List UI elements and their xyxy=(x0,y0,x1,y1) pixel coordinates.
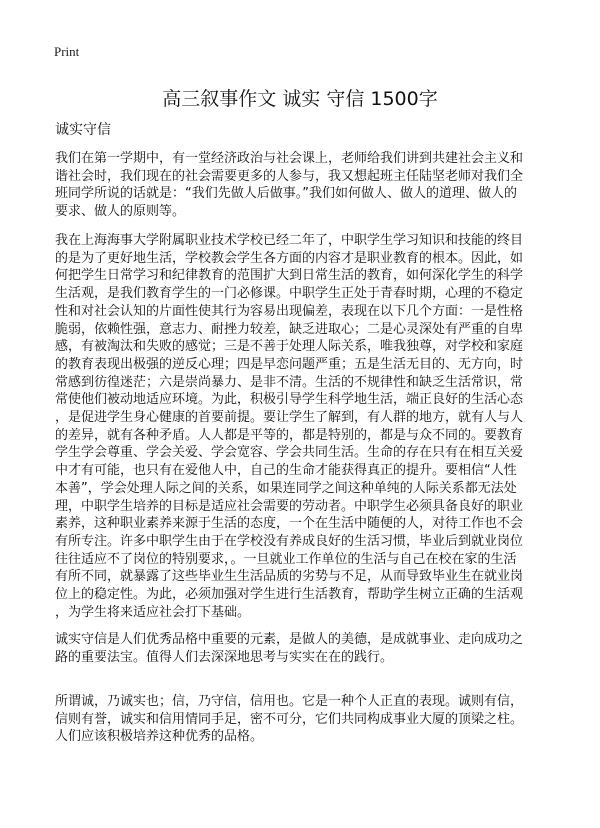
paragraph-line: 常感到彷徨迷茫；六是崇尚暴力、是非不清。生活的不规律性和缺乏生活常识，常 xyxy=(55,374,524,390)
paragraph-3 xyxy=(55,631,555,666)
paragraph-line: 位上的稳定性。为此，必须加强对学生进行生活教育，帮助学生树立正确的生活观 xyxy=(55,587,524,603)
paragraph-line: 本善”，学会处理人际之间的关系，如果连同学之间这种单纯的人际关系都无法处 xyxy=(55,480,517,496)
paragraph-line: 路的重要法宝。值得人们去深深地思考与实实在在的践行。 xyxy=(55,649,394,665)
paragraph-line: 人们应该积极培养这种优秀的品格。 xyxy=(55,729,264,745)
paragraph-line: 的是为了更好地生活，学校教会学生各方面的内容才是职业教育的根本。因此，如 xyxy=(55,250,524,266)
paragraph-line: 往往适应不了岗位的特别要求，。一旦就业工作单位的生活与自己在校在家的生活 xyxy=(55,551,517,567)
paragraph-line: 要求、做人的原则等。 xyxy=(55,204,186,220)
paragraph-line: 常使他们被动地适应环境。为此，积极引导学生科学地生活，端正良好的生活心态 xyxy=(55,392,524,408)
paragraph-line: 诚实守信是人们优秀品格中重要的元素，是做人的美德，是成就事业、走向成功之 xyxy=(55,632,524,647)
paragraph-2 xyxy=(55,232,555,621)
paragraph-line: ，为学生将来适应社会打下基础。 xyxy=(55,604,251,620)
article-subtitle: 诚实守信 xyxy=(55,122,111,138)
paragraph-line: 素养，这种职业素养来源于生活的态度，一个在生活中随便的人，对待工作也不会 xyxy=(55,516,524,532)
paragraph-line: 信则有誉，诚实和信用情同手足，密不可分，它们共同构成事业大厦的顶梁之柱。 xyxy=(55,711,524,727)
paragraph-line: 感，有被淘汰和失败的感觉；三是不善于处理人际关系，唯我独尊，对学校和家庭 xyxy=(55,339,524,355)
paragraph-line: 脆弱，依赖性强，意志力、耐挫力较差，缺乏进取心；二是心灵深处有严重的自卑 xyxy=(55,321,524,337)
paragraph-line: 学生学会尊重、学会关爱、学会宽容、学会共同生活。生命的存在只有在相互关爱 xyxy=(55,445,524,461)
paragraph-line: 所谓诚，乃诚实也；信，乃守信，信用也。它是一种个人正直的表现。诚则有信， xyxy=(55,694,524,709)
paragraph-line: 有所专注。许多中职学生由于在学校没有养成良好的生活习惯，毕业后到就业岗位 xyxy=(55,533,524,549)
paragraph-line: 的差异，就有各种矛盾。人人都是平等的，都是特别的，都是与众不同的。要教育 xyxy=(55,427,524,443)
print-link[interactable]: Print xyxy=(54,44,80,59)
paragraph-line: 的教育表现出极强的逆反心理；四是早恋问题严重；五是生活无目的、无方向，时 xyxy=(55,356,524,372)
page-title: 高三叙事作文 诚实 守信 1500字 xyxy=(162,88,438,110)
paragraph-line: 谐社会时，我们现在的社会需要更多的人参与，我又想起班主任陆坚老师对我们全 xyxy=(55,168,524,184)
paragraph-line: 中才有可能，也只有在爱他人中，自己的生命才能获得真正的提升。要相信“人性 xyxy=(55,463,517,479)
paragraph-line: 理，中职学生培养的目标是适应社会需要的劳动者。中职学生必须具备良好的职业 xyxy=(55,498,524,514)
paragraph-line: 我们在第一学期中，有一堂经济政治与社会课上，老师给我们讲到共建社会主义和 xyxy=(55,151,524,166)
paragraph-line: 我在上海海事大学附属职业技术学校已经二年了，中职学生学习知识和技能的终目 xyxy=(55,233,524,248)
paragraph-line: 何把学生日常学习和纪律教育的范围扩大到日常生活的教育，如何深化学生的科学 xyxy=(55,268,524,284)
paragraph-4 xyxy=(55,693,555,746)
paragraph-line: 生活观，是我们教育学生的一门必修课。中职学生正处于青春时期，心理的不稳定 xyxy=(55,286,524,302)
paragraph-1 xyxy=(55,150,555,221)
paragraph-line: 有所不同，就暴露了这些毕业生生活品质的劣势与不足，从而导致毕业生在就业岗 xyxy=(55,569,524,585)
paragraph-line: 性和对社会认知的片面性使其行为容易出现偏差，表现在以下几个方面：一是性格 xyxy=(55,303,524,319)
paragraph-line: ，是促进学生身心健康的首要前提。要让学生了解到，有人群的地方，就有人与人 xyxy=(55,410,524,426)
paragraph-line: 班同学所说的话就是：“我们先做人后做事。”我们如何做人、做人的道理、做人的 xyxy=(55,186,517,202)
